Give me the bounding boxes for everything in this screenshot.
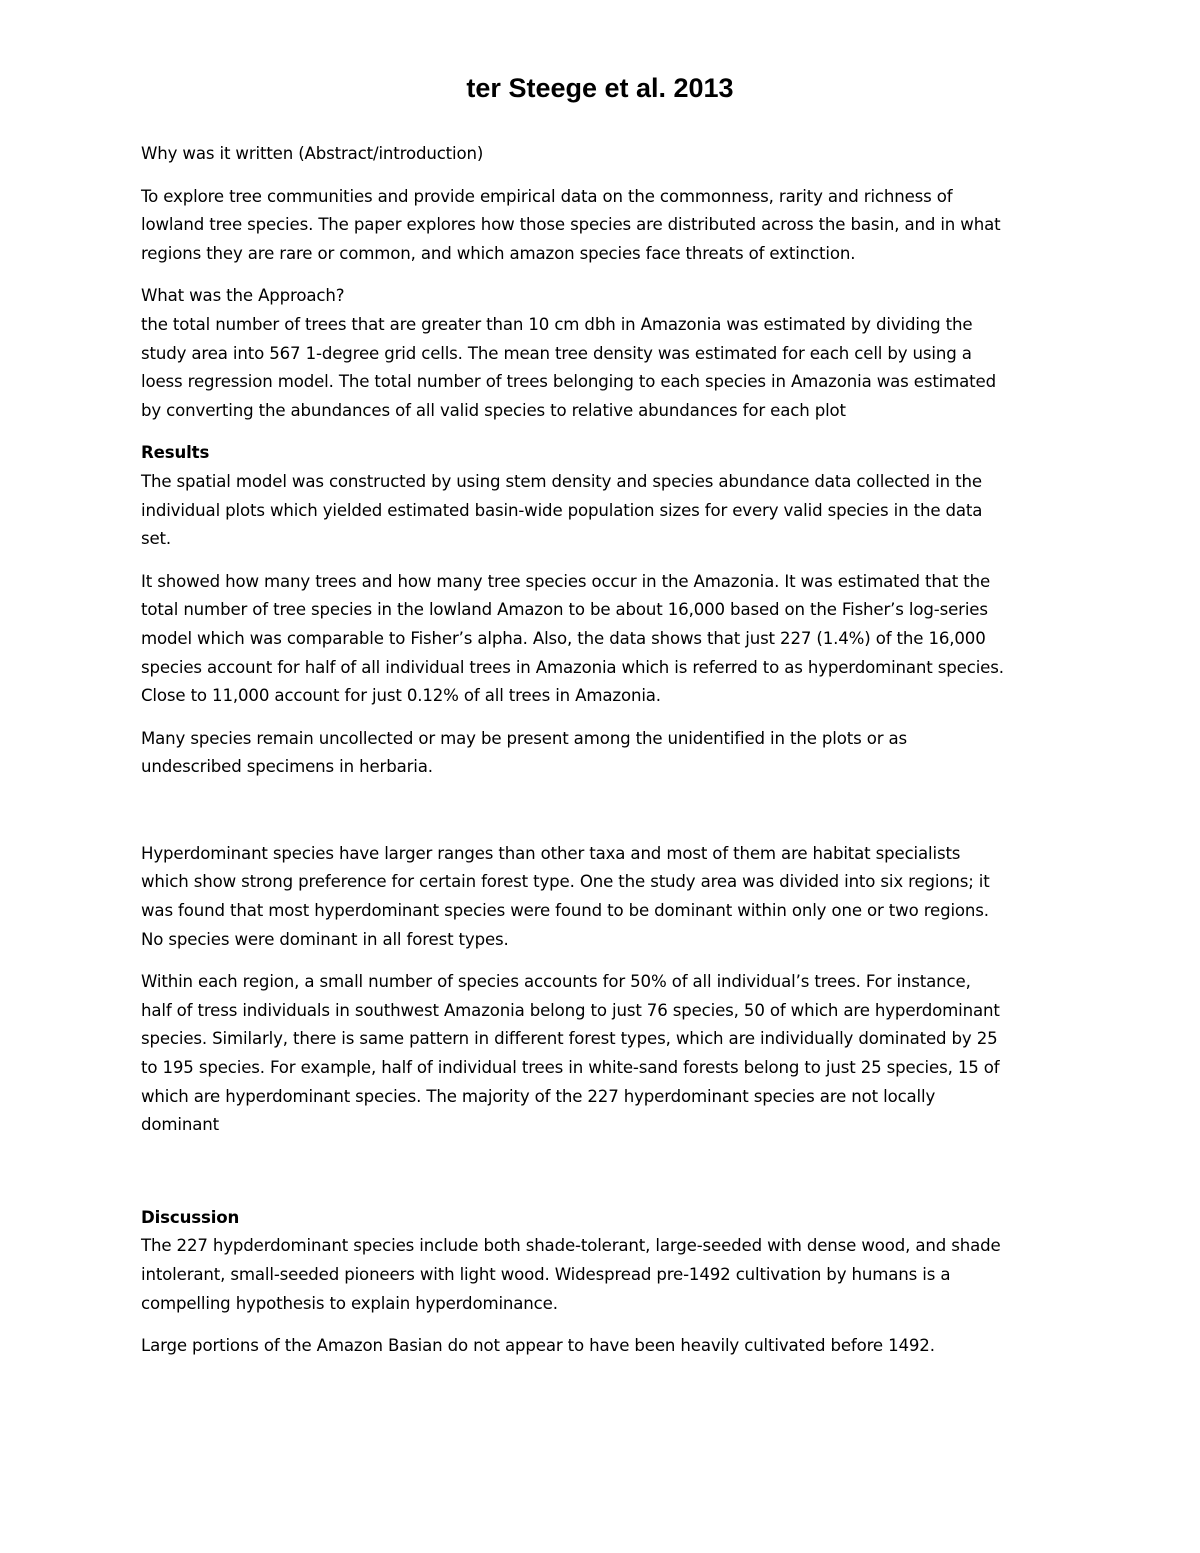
why-line: To explore tree communities and provide empirical data on the commonness, rarity and richness of [141, 186, 953, 206]
results-line: Many species remain uncollected or may be present among the unidentified in the plots or as [141, 728, 908, 748]
results-paragraph-4 [141, 840, 1071, 954]
discussion-line: intolerant, small-seeded pioneers with light wood. Widespread pre-1492 cultivation by humans is a [141, 1265, 951, 1284]
approach-line: by converting the abundances of all valid species to relative abundances for each plot [141, 400, 846, 420]
spacer [141, 796, 1071, 840]
spacer [141, 1154, 1071, 1204]
why-line: regions they are rare or common, and which amazon species face threats of extinction. [141, 243, 856, 263]
results-paragraph-3 [141, 725, 1071, 782]
approach-section [141, 282, 1071, 425]
results-section [141, 439, 1071, 1139]
approach-line: study area into 567 1-degree grid cells. The mean tree density was estimated for each cell by using a [141, 343, 972, 363]
discussion-line: Large portions of the Amazon Basian do not appear to have been heavily cultivated before 1492. [141, 1336, 935, 1356]
results-line: species. Similarly, there is same pattern in different forest types, which are individually dominated by 25 [141, 1029, 998, 1049]
results-line: model which was comparable to Fisher’s alpha. Also, the data shows that just 227 (1.4%) of the 16,000 [141, 628, 986, 648]
results-line: Close to 11,000 account for just 0.12% of all trees in Amazonia. [141, 686, 661, 706]
results-line: dominant [141, 1115, 219, 1135]
discussion-line: The 227 hypderdominant species include both shade-tolerant, large-seeded with dense wood, and shade [141, 1236, 1001, 1256]
results-line: Hyperdominant species have larger ranges than other taxa and most of them are habitat specialists [141, 843, 961, 863]
approach-line: the total number of trees that are greater than 10 cm dbh in Amazonia was estimated by dividing the [141, 314, 973, 334]
why-heading-text: Why was it written (Abstract/introduction) [141, 144, 484, 163]
results-line: The spatial model was constructed by using stem density and species abundance data collected in the [141, 471, 982, 491]
results-line: half of tress individuals in southwest Amazonia belong to just 76 species, 50 of which are hyperdominant [141, 1000, 1000, 1020]
discussion-paragraph-1 [141, 1232, 1071, 1318]
discussion-section [141, 1204, 1071, 1361]
results-line: was found that most hyperdominant species were found to be dominant within only one or two regions. [141, 901, 989, 921]
results-paragraph-1 [141, 468, 1071, 554]
results-line: undescribed specimens in herbaria. [141, 757, 433, 777]
results-line: set. [141, 529, 172, 549]
results-line: No species were dominant in all forest types. [141, 929, 509, 949]
approach-heading: What was the Approach? [141, 286, 345, 306]
discussion-line: compelling hypothesis to explain hyperdominance. [141, 1293, 558, 1313]
results-line: which show strong preference for certain forest type. One the study area was divided into six regions; it [141, 872, 990, 892]
why-line: lowland tree species. The paper explores how those species are distributed across the basin, and in what [141, 215, 1001, 235]
results-paragraph-5 [141, 968, 1071, 1140]
results-line: to 195 species. For example, half of individual trees in white-sand forests belong to just 25 species, 15 of [141, 1058, 1000, 1078]
results-heading: Results [141, 443, 210, 463]
document-title: ter Steege et al. 2013 [466, 73, 734, 103]
why-paragraph [141, 183, 1071, 269]
document-body [141, 140, 1071, 1375]
results-line: individual plots which yielded estimated basin-wide population sizes for every valid species in the data [141, 500, 983, 520]
results-paragraph-2 [141, 568, 1071, 711]
why-heading [141, 140, 1071, 169]
results-line: It showed how many trees and how many tree species occur in the Amazonia. It was estimated that the [141, 571, 991, 591]
results-line: species account for half of all individual trees in Amazonia which is referred to as hyperdominant species. [141, 657, 1004, 677]
results-line: which are hyperdominant species. The majority of the 227 hyperdominant species are not locally [141, 1086, 936, 1106]
approach-line: loess regression model. The total number of trees belonging to each species in Amazonia was estimated [141, 372, 996, 392]
results-line: total number of tree species in the lowland Amazon to be about 16,000 based on the Fisher’s log-series [141, 600, 988, 620]
results-line: Within each region, a small number of species accounts for 50% of all individual’s trees. For instance, [141, 972, 971, 992]
discussion-heading: Discussion [141, 1207, 240, 1227]
discussion-paragraph-2 [141, 1332, 1071, 1361]
